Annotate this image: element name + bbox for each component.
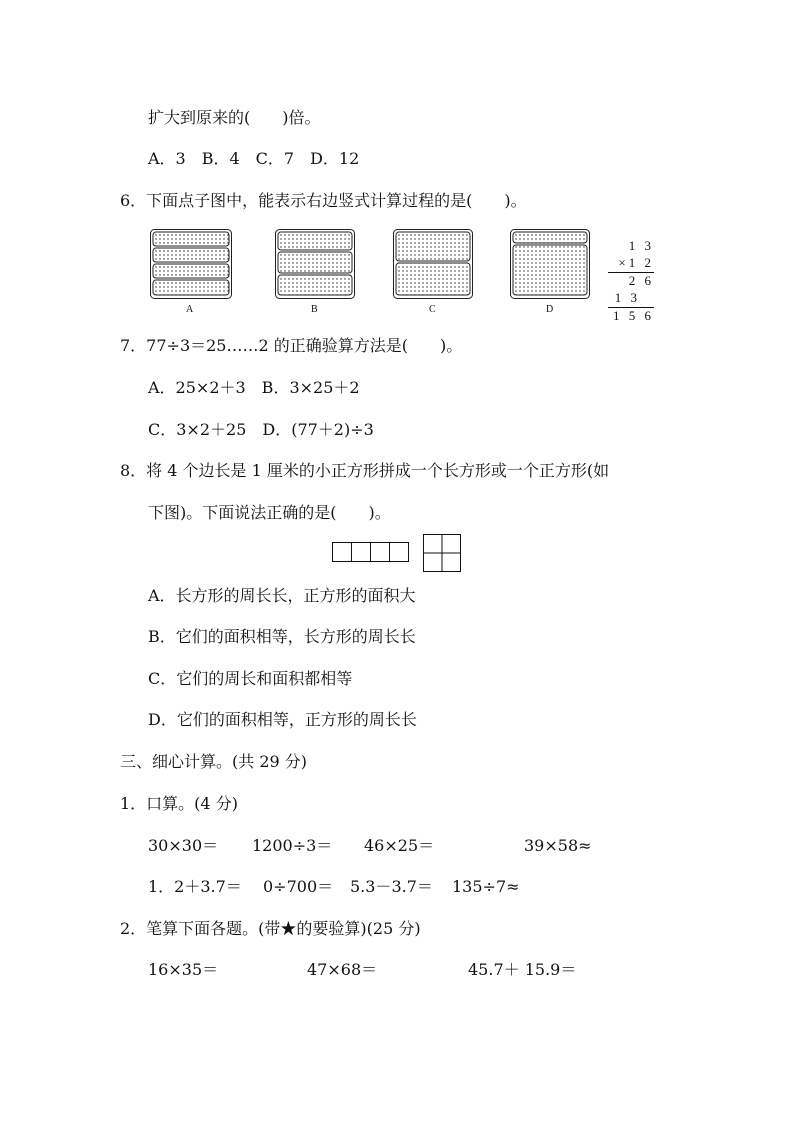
square-of-four-squares [423,534,463,574]
dot-figure-b-label: B [311,304,318,315]
calc-2-title: 2．笔算下面各题。(带★的要验算)(25 分) [120,919,421,938]
q8-stem-line-2: 下图)。下面说法正确的是( )。 [148,503,391,522]
oral-calc-4: 39×58≈ [524,836,592,855]
dot-figure-d-label: D [546,304,554,315]
dot-figure-d [510,229,590,299]
q6-stem: 6．下面点子图中，能表示右边竖式计算过程的是( )。 [120,191,527,210]
oral-calc-3: 46×25＝ [364,836,435,855]
q8-option-a: A．长方形的周长长，正方形的面积大 [148,586,416,605]
rectangle-of-four-squares [332,542,410,564]
oral-calc-1: 30×30＝ [148,836,219,855]
oral-calc-5: 1．2＋3.7＝ [148,877,242,896]
q7-options-ab: A．25×2＋3 B．3×25＋2 [148,378,360,397]
vertical-row-5: 1 5 6 [613,308,654,323]
vertical-row-2: ×1 2 [618,255,654,270]
section-3-title: 三、细心计算。(共 29 分) [120,752,308,771]
oral-calc-7: 5.3－3.7＝ [350,877,433,896]
written-calc-3: 45.7＋ 15.9＝ [468,960,577,979]
q8-option-b: B．它们的面积相等，长方形的周长长 [148,627,416,646]
vertical-calculation [608,238,658,324]
q7-options-cd: C．3×2＋25 D．(77＋2)÷3 [148,420,374,439]
dot-figure-a-label: A [186,304,194,315]
dot-figure-a [150,229,232,299]
oral-calc-2: 1200÷3＝ [252,836,333,855]
calc-1-title: 1．口算。(4 分) [120,794,238,813]
q8-stem-line-1: 8．将 4 个边长是 1 厘米的小正方形拼成一个长方形或一个正方形(如 [120,461,610,480]
written-calc-1: 16×35＝ [148,960,219,979]
vertical-row-3: 2 6 [628,273,654,288]
q5-tail-text: 扩大到原来的( )倍。 [148,108,321,127]
dot-figure-c [393,229,473,299]
q8-option-c: C．它们的周长和面积都相等 [148,669,353,688]
vertical-row-4: 1 3 [614,290,640,305]
q5-options: A．3 B．4 C．7 D．12 [148,149,360,168]
q7-stem: 7．77÷3＝25……2 的正确验算方法是( )。 [120,336,463,355]
written-calc-2: 47×68＝ [307,960,378,979]
q8-option-d: D．它们的面积相等，正方形的周长长 [148,710,417,729]
dot-figure-b [275,229,355,299]
oral-calc-6: 0÷700＝ [263,877,334,896]
vertical-row-1: 1 3 [628,238,654,253]
dot-figure-c-label: C [429,304,436,315]
oral-calc-8: 135÷7≈ [452,877,520,896]
